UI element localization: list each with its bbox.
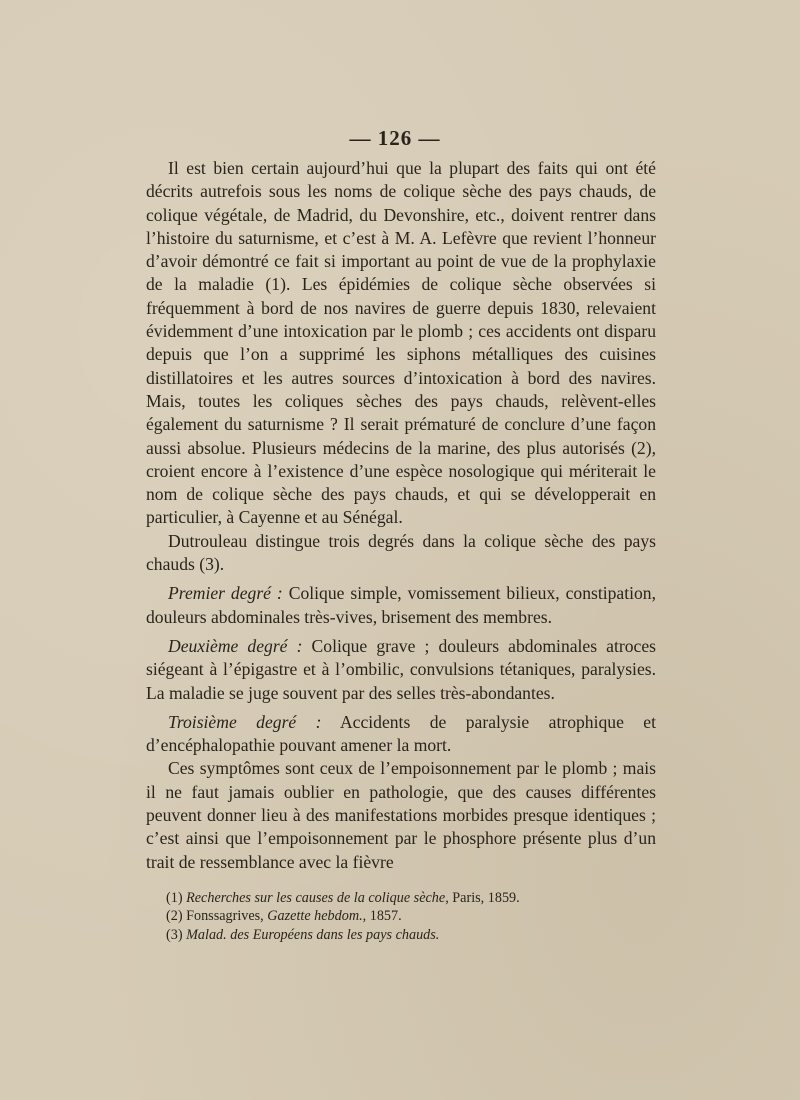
paragraph-symptoms: Ces symptômes sont ceux de l’empoisonnement par le plomb ; mais il ne faut jamais oublier en pathologie, que des causes différentes peuvent donner lieu à des manifestations morbides presque identiques ; c’est ainsi que l’empoisonnement par le phosphore présente plus d’un trait de ressemblance avec la fièvre <box>146 758 656 872</box>
footnote-title: Gazette hebdom. <box>267 908 363 925</box>
footnote-1 <box>166 889 656 907</box>
page-number: — 126 — <box>349 126 441 150</box>
footnote-rest: , 1857. <box>362 908 402 925</box>
first-degree-label: Premier degré : <box>168 583 283 604</box>
paragraph-saturnism: Il est bien certain aujourd’hui que la plupart des faits qui ont été décrits autrefois sous les noms de colique sèche des pays chauds, de colique végétale, de Madrid, du Devonshire, etc., doivent rentrer dans l’histoire du saturnisme, et c’est à M. A. Lefèvre que revient l’honneur d’avoir démontré ce fait si important au point de vue de la prophylaxie de la maladie (1). Les épidémies de colique sèche observées si fréquemment à bord de nos navires de guerre depuis 1830, relevaient évidemment d’une intoxication par le plomb ; ces accidents ont disparu depuis que l’on a supprimé les siphons métalliques des cuisines distillatoires et les autres sources d’intoxication à bord des navires. Mais, toutes les coliques sèches des pays chauds, relèvent-elles également du saturnisme ? Il serait prématuré de conclure d’une façon aussi absolue. Plusieurs médecins de la marine, des plus autorisés (2), croient encore à l’existence d’une espèce nosologique qui mériterait le nom de colique sèche des pays chauds, et qui se développerait en particulier, à Cayenne et au Sénégal. <box>146 158 656 528</box>
footnote-title: Recherches sur les causes de la colique sèche <box>186 890 446 906</box>
first-degree-text: Colique simple, vomissement bilieux, constipation, douleurs abdominales très-vives, brisement des membres. <box>146 583 657 627</box>
footnote-number: (2) <box>166 908 183 925</box>
third-degree-label: Troisième degré : <box>168 711 322 732</box>
second-degree-label: Deuxième degré : <box>168 635 303 656</box>
paragraph-third-degree <box>146 711 656 758</box>
footnote-author: Fonssagrives, <box>186 908 268 925</box>
paragraph-dutrouleau: Dutrouleau distingue trois degrés dans la colique sèche des pays chauds (3). <box>146 530 656 575</box>
footnote-2 <box>166 907 656 925</box>
paragraph-second-degree <box>146 635 656 705</box>
third-degree-text: Accidents de paralysie atrophique et d’encéphalopathie pouvant amener la mort. <box>146 711 656 756</box>
footnote-3 <box>166 926 656 944</box>
footnote-number: (1) <box>166 890 183 906</box>
second-degree-text: Colique grave ; douleurs abdominales atroces siégeant à l’épigastre et à l’ombilic, convulsions tétaniques, paralysies. La maladie se juge souvent par des selles très-abondantes. <box>146 635 656 703</box>
footnote-rest: , Paris, 1859. <box>445 890 520 906</box>
footnote-number: (3) <box>166 926 183 943</box>
footnotes <box>166 889 656 944</box>
paragraph-first-degree <box>146 582 656 629</box>
main-text <box>146 157 656 874</box>
footnote-title: Malad. des Européens dans les pays chauds. <box>186 926 440 943</box>
